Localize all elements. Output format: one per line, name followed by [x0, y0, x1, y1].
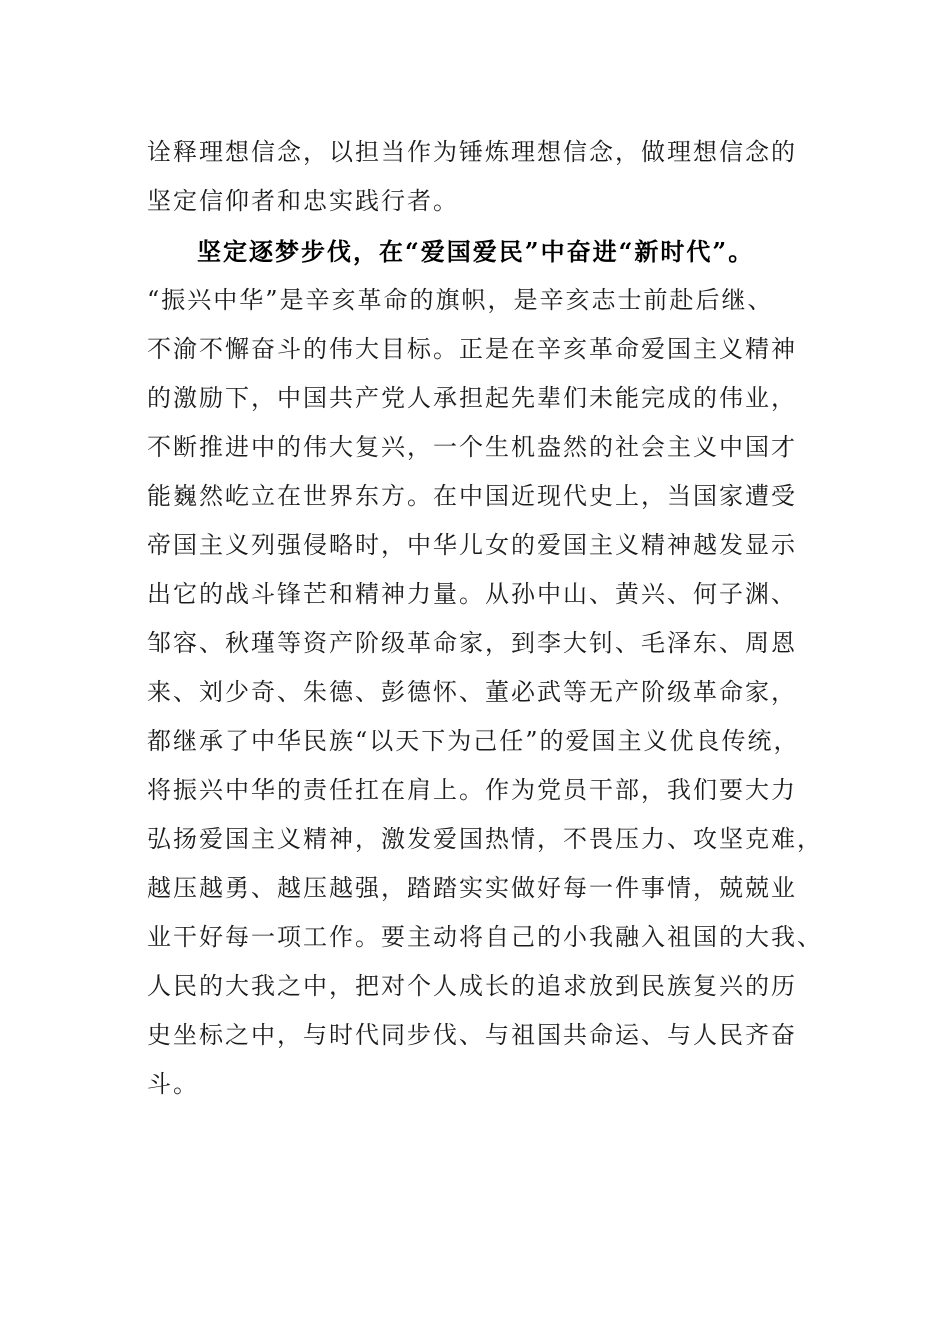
text-line: 来、刘少奇、朱德、彭德怀、董必武等无产阶级革命家， — [147, 678, 797, 706]
text-line: 的激励下，中国共产党人承担起先辈们未能完成的伟业， — [147, 384, 797, 412]
text-line: “振兴中华”是辛亥革命的旗帜，是辛亥志士前赴后继、 — [147, 286, 774, 314]
text-line: 坚定信仰者和忠实践行者。 — [147, 187, 459, 215]
text-line: 人民的大我之中，把对个人成长的追求放到民族复兴的历 — [147, 972, 797, 1000]
text-line: 斗。 — [147, 1070, 199, 1098]
text-line: 诠释理想信念，以担当作为锤炼理想信念，做理想信念的 — [147, 138, 797, 166]
text-line: 史坐标之中，与时代同步伐、与祖国共命运、与人民齐奋 — [147, 1021, 797, 1049]
text-line: 业干好每一项工作。要主动将自己的小我融入祖国的大我、 — [147, 923, 823, 951]
text-line: 帝国主义列强侵略时，中华儿女的爱国主义精神越发显示 — [147, 531, 797, 559]
paragraph-heading: 坚定逐梦步伐，在“爱国爱民”中奋进“新时代”。 — [197, 237, 755, 266]
text-line: 不渝不懈奋斗的伟大目标。正是在辛亥革命爱国主义精神 — [147, 335, 797, 363]
text-line: 能巍然屹立在世界东方。在中国近现代史上，当国家遭受 — [147, 482, 797, 510]
paragraph-2 — [147, 227, 823, 1109]
text-line: 邹容、秋瑾等资产阶级革命家，到李大钊、毛泽东、周恩 — [147, 629, 797, 657]
text-line: 不断推进中的伟大复兴，一个生机盎然的社会主义中国才 — [147, 433, 797, 461]
text-line: 出它的战斗锋芒和精神力量。从孙中山、黄兴、何子渊、 — [147, 580, 797, 608]
text-line: 越压越勇、越压越强，踏踏实实做好每一件事情，兢兢业 — [147, 874, 797, 902]
text-line: 将振兴中华的责任扛在肩上。作为党员干部，我们要大力 — [147, 776, 797, 804]
paragraph-1 — [147, 128, 807, 226]
text-line: 弘扬爱国主义精神，激发爱国热情，不畏压力、攻坚克难， — [147, 825, 823, 853]
text-line: 都继承了中华民族“以天下为己任”的爱国主义优良传统， — [147, 727, 800, 755]
